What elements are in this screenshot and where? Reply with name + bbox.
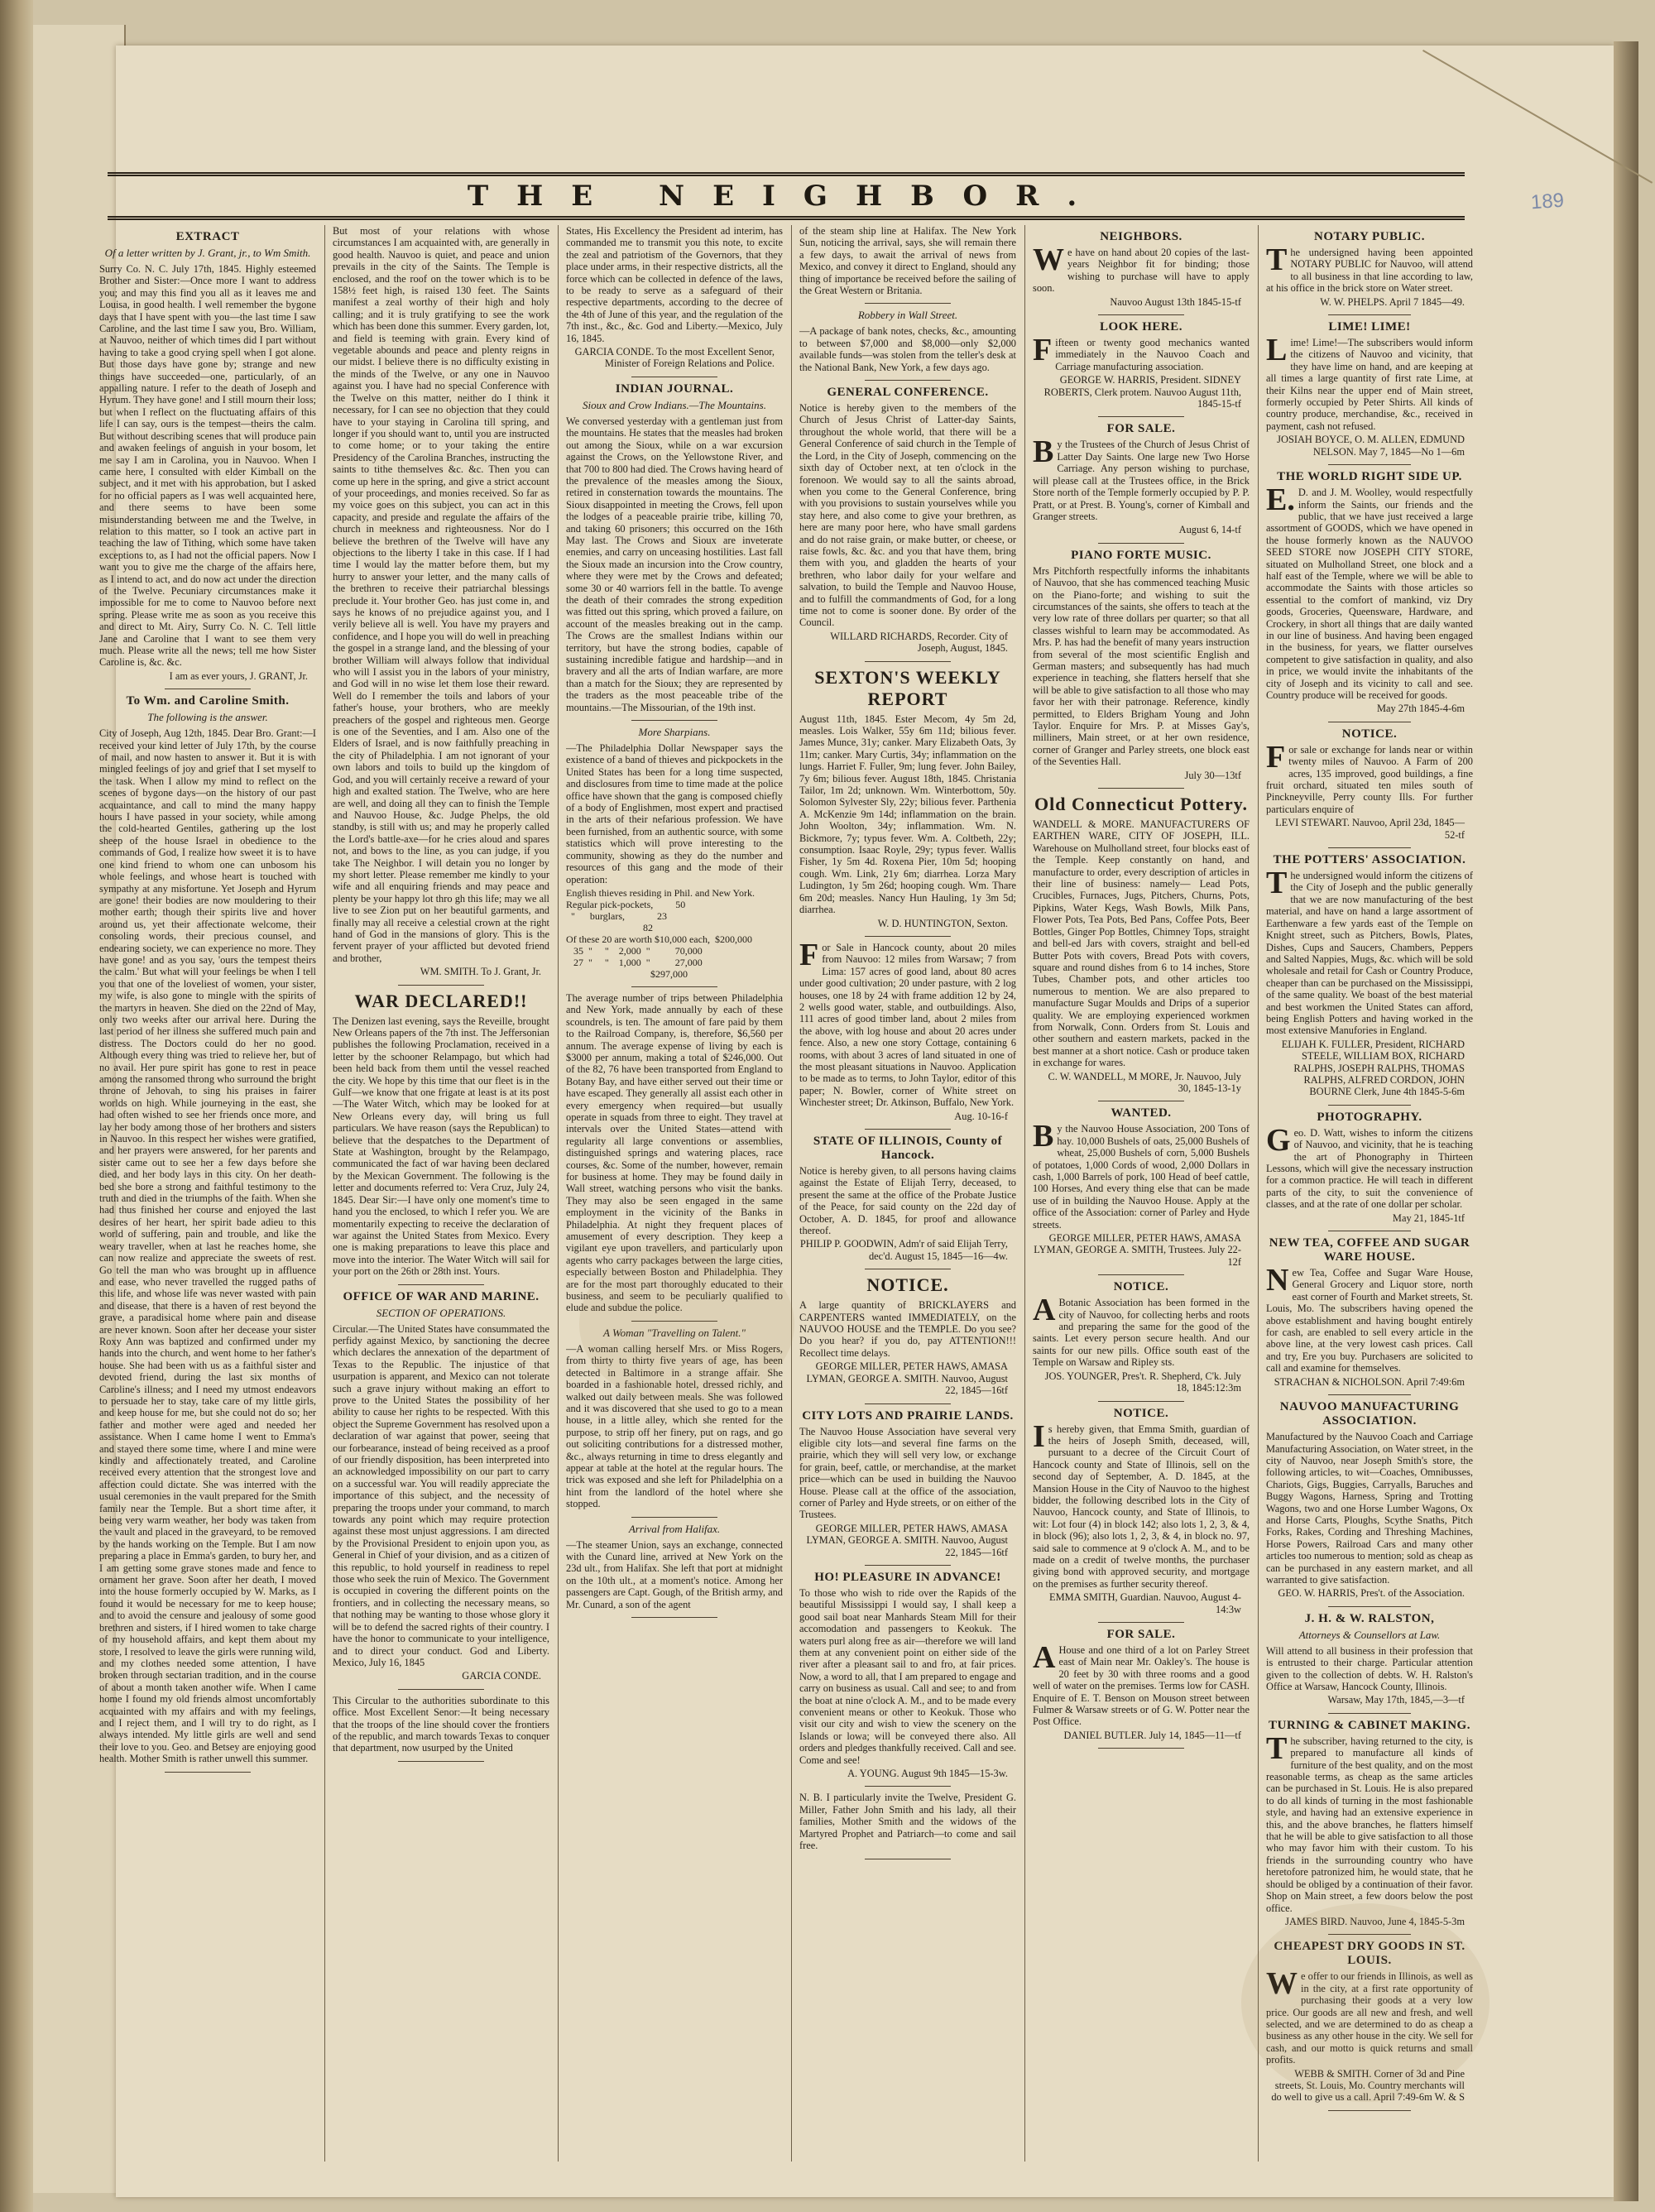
article-heading: GENERAL CONFERENCE.	[827, 386, 989, 400]
article-body: —A package of bank notes, checks, &c., amounting to between $7,000 and $8,000—only $2,000 available funds—was stolen from the teller's desk at the National Bank, New York, a few days ago.	[799, 325, 1016, 373]
article	[566, 382, 783, 713]
article-divider	[865, 380, 952, 381]
article-body: This Circular to the authorities subordinate to this office. Most Excellent Senor:—It being necessary that the troops of the line should cover the frontiers of the republic, and march towards Texas to conquer that department, now usurped by the United	[333, 1694, 549, 1754]
article-heading: J. H. & W. RALSTON,	[1304, 1611, 1435, 1625]
article-signature: Aug. 10-16-f	[954, 1110, 1008, 1122]
article-heading: EXTRACT	[175, 230, 240, 243]
article-signature: GEO. W. HARRIS, Pres't. of the Association.	[1278, 1587, 1465, 1600]
article	[1033, 1407, 1250, 1616]
article-divider	[1098, 1748, 1185, 1749]
article	[99, 230, 316, 682]
article-divider	[865, 303, 952, 304]
article-signature: GEORGE MILLER, PETER HAWS, AMASA LYMAN, GEORGE A. SMITH. Nauvoo, August 22, 1845—16tf	[806, 1360, 1008, 1397]
article-divider	[865, 1129, 952, 1130]
page-number: 189	[1530, 189, 1565, 214]
column-rule	[324, 225, 325, 2162]
article	[1266, 853, 1473, 1098]
article	[1033, 794, 1250, 1094]
column-2	[333, 225, 549, 2178]
article-heading: NOTICE.	[1341, 727, 1398, 741]
article-heading: NOTICE.	[1113, 1280, 1169, 1294]
article-heading: THE WORLD RIGHT SIDE UP.	[1277, 470, 1462, 484]
article-body: By the Nauvoo House Association, 200 Tons of hay. 10,000 Bushels of oats, 25,000 Bushels of wheat, 25,000 Bushels of corn, 5,000 Bushels of potatoes, 1,000 Cords of wood, 2,000 Dollars in cash, 1,000 Barrels of pork, 100 Head of beef cattle, 100 Horses, And every thing else that can be made use of in building the Nauvoo House. Apply at the office of the Association: corner of Parley and Hyde streets.	[1033, 1119, 1250, 1231]
article	[799, 1135, 1016, 1262]
article-subheading: A Woman "Travelling on Talent."	[603, 1326, 746, 1339]
article-subheading: Arrival from Halifax.	[628, 1522, 721, 1535]
article-heading: LIME! LIME!	[1328, 320, 1411, 334]
article	[566, 1523, 783, 1610]
article	[333, 991, 549, 1278]
article-signature: GEORGE MILLER, PETER HAWS, AMASA LYMAN, GEORGE A. SMITH. Nauvoo, August 22, 1845—16tf	[806, 1522, 1008, 1558]
article-heading: NEIGHBORS.	[1100, 230, 1182, 243]
article	[1266, 230, 1473, 308]
article-divider	[1098, 788, 1185, 789]
article-body: Notice is hereby given, to all persons having claims against the Estate of Elijah Terry, deceased, to present the same at the office of the Probate Justice of the Peace, for said county on the 22d day of October, A. D. 1845, for proof and allowance thereof.	[799, 1165, 1016, 1237]
article-subheading: Of a letter written by J. Grant, jr., to Wm Smith.	[104, 247, 311, 259]
article	[1033, 320, 1250, 410]
article	[566, 225, 783, 370]
article-body: Notice is hereby given to the members of the Church of Jesus Christ of Latter-day Saints, throughout the whole world, that there will be a General Conference of said church in the Temple of the Lord, in the City of Joseph, commencing on the sixth day of October next, at ten o'clock in the forenoon. We would say to all the saints abroad, when you come to the General Conference, bring with you provisions to sustain yourselves while you stay here, and also come to give your brethren, as here are many poor here, who have small gardens and do not raise grain, or make butter, or cheese, or raise fowls, &c. &c. and you that have them, bring them with you, and gladden the hearts of your brethren, who labor daily for your welfare and salvation, to build the Temple and Nauvoo House, and to fulfill the commandments of God, for a long time not to come is sooner done. By order of the Council.	[799, 402, 1016, 629]
article-divider	[1328, 464, 1411, 465]
article-heading: HO! PLEASURE IN ADVANCE!	[814, 1570, 1001, 1584]
article-heading: NEW TEA, COFFEE AND SUGAR WARE HOUSE.	[1269, 1236, 1470, 1264]
article-signature: DANIEL BUTLER. July 14, 1845—11—tf	[1063, 1729, 1241, 1741]
article-signature: WM. SMITH. To J. Grant, Jr.	[420, 966, 541, 978]
article-body: The Denizen last evening, says the Reveille, brought New Orleans papers of the 7th inst. The Jeffersonian publishes the following Proclamation, received in a letter by the schooner Relampago, but which had been held back from them until the vessel reached the city. We hope by this time that our fleet is in the Gulf—we know that one frigate at least is at its post—The Water Witch, which may be looked for at New Orleans every day, will bring us full particulars. We have reason (says the Republican) to believe that the despatches to the Department of State at Washington, brought by the Relampago, communicated the fact of war having been declared by the Mexican Government. The following is the letter and documents referred to: Vera Cruz, July 24, 1845. Dear Sir:—I have only one moment's time to hand you the enclosed, to which I refer you. We are momentarily expecting to receive the declaration of war against the United States from Mexico. Every one is making preparations to leave this place and move into the interior. The Water Witch will sail for your port on the 26th or 28th inst. Yours.	[333, 1015, 549, 1278]
article-signature: W. D. HUNTINGTON, Sexton.	[877, 917, 1008, 929]
article-signature: A. YOUNG. August 9th 1845—15-3w.	[847, 1768, 1008, 1780]
article-body: For Sale in Hancock county, about 20 miles from Nauvoo: 12 miles from Warsaw; 7 from Lima: 157 acres of good land, about 80 acres under good cultivation; 20 under pasture, with 2 log houses, one 18 by 24 with frame addition 12 by 24, 2 wells good water, stable, and outbuildings. Also, 111 acres of good timber land, about 2 miles from the above, with log house and about 20 acres under fence. Also, a new one story Cottage, containing 6 rooms, with about 3 acres of land situated in one of the most pleasant situations in Nauvoo. Application to be made as to terms, to John Taylor, editor of this paper; N. Bowler, corner of White street on Winchester street; Dr. Atkinson, Buffalo, New York.	[799, 937, 1016, 1109]
article-body: To those who wish to ride over the Rapids of the beautiful Mississippi I would say, I shall keep a good sail boat near Manhards Steam Mill for their accomodation and passengers to Keokuk. The waters purl along free as air—therefore we will land them at any convenient point on either side of the river after a pleasant sail to and fro, at fair prices. Now, a word to all, that I am prepared to engage and carry on business as usual. Call and see; to and from the boat at nine o'clock A. M., and to be made every convenient means or other to Keokuk. Those who visit our city and wish to view the scenery on the Islands or lowa; will be conveyed there also. All orders and pledges thankfully received. Call and see. Come and see!	[799, 1586, 1016, 1766]
article-body: The subscriber, having returned to the city, is prepared to manufacture all kinds of furniture of the best quality, and on the most reasonable terms, as cheap as the same articles can be purchased in St. Louis. He is also prepared to do all kinds of turning in the most fashionable style, and having had an extensive experience in this, and the above branches, he flatters himself that he will be able to give satisfaction to all those who may favor him with their custom. To his friends in the surrounding country who have heretofore patronized him, he would state, that he should be obliged by a continuation of their favor. Shop on Main street, a few doors below the post office.	[1266, 1730, 1473, 1914]
article-body: A large quantity of BRICKLAYERS and CARPENTERS wanted IMMEDIATELY, on the NAUVOO HOUSE and the TEMPLE. Do you see? Do you hear? if you do, pay ATTENTION!!! Recollect time delays.	[799, 1299, 1016, 1359]
article-body: Geo. D. Watt, wishes to inform the citizens of Nauvoo, and vicinity, that he is teaching the art of Phonography in Thirteen Lessons, which will give the necessary instruction for a common practice. He will teach in different parts of the city, to suit the convenience of classes, and at the rate of one dollar per scholar.	[1266, 1122, 1473, 1211]
article-body: N. B. I particularly invite the Twelve, President G. Miller, Father John Smith and his lady, all their families, Mother Smith and the widows of the Martyred Prophet and Patriarch—to come and sail free.	[799, 1792, 1016, 1852]
article-divider	[865, 661, 952, 662]
article-divider	[865, 1786, 952, 1787]
article	[1033, 1628, 1250, 1741]
article-divider	[1098, 416, 1185, 417]
article-body: States, His Excellency the President ad interim, has commanded me to transmit you this note, to excite the zeal and patriotism of the Governors, that they place under arms, in their respective districts, all the force which can be collected in defence of the laws, to be ready to serve as a safeguard of their respective departments, according to the decree of the 4th of June of this year, and the regulation of the 7th inst., &c., &c. God and Liberty.—Mexico, July 16, 1845.	[566, 225, 783, 344]
article-body: August 11th, 1845. Ester Mecom, 4y 5m 2d, measles. Lois Walker, 55y 6m 11d; bilious fever. James Munce, 31y; canker. Mary Elizabeth Oats, 3y 11m; canker. Mary Curtis, 34y; inflammation on the lungs. Harriet F. Fuller, 9m; lung fever. John Bailey, 7y 6m; bilious fever. August 18th, 1845. Christania Tailor, 1m 2d; unknown. Wm. Winterbottom, 50y. Solomon Sylvester Sly, 22y; bilious fever. Parthenia A. McKenzie 9m 14d; inflammation on the brain. John Woolton, 34y; inflammation. Wm. N. Bickmore, 7y; typus fever. Wm. A. Coltbeth, 22y; consumption. Isaac Royle, 29y; typus fever. Wallis Fisher, 1y 5m 4d. Roxena Pier, 10m 5d; hooping cough. Wm. Link, 21y 6m; diarrhea. Lorza Mary Ludington, 1y 5m 26d; hooping cough. Wm. Thare 6m 20d; measles. Nancy Hun Hauling, 1y 3m 5d; diarrhea.	[799, 713, 1016, 916]
article-signature: WILLARD RICHARDS, Recorder. City of Joseph, August, 1845.	[830, 630, 1008, 655]
article-signature: Nauvoo August 13th 1845-15-tf	[1110, 295, 1241, 308]
article	[333, 225, 549, 978]
article-body: E.D. and J. M. Woolley, would respectfully inform the Saints, our friends and the public, that we have just received a large assortment of GOODS, which we have opened in the house formerly known as the NAUVOO SEED STORE now JOSEPH CITY STORE, situated on Mulholland Street, one block and a half east of the Temple, where we will be able to accommodate the Saints with those articles so essential to the comfort of mankind, viz Dry goods, Groceries, Queensware, Hardware, and Crockery, in short all things that are daily wanted in our line of business. And having been engaged in the business, for years, we flatter ourselves competent to give satisfaction in quality, and also in price, we would invite the inhabitants of the city of Joseph and its vicinity to call and see. Country produce will be received for goods.	[1266, 482, 1473, 701]
article-body: But most of your relations with whose circumstances I am acquainted with, are generally in good health. Nauvoo is quiet, and peace and union prevails in the city of the Saints. The Temple is enclosed, and the roof on the tower which is to be 158½ feet high, is raised 130 feet. The Saints manifest a zeal worthy of their high and holy calling; and it is truly gratifying to see the work which has been done this summer. Every garden, lot, and field is teeming with grain. Every kind of vegetable abounds and peace and plenty reigns in our midst. I believe there is no difficulty existing in the minds of the Twelve, or any one in Nauvoo against you. I have had no special Conference with the Twelve on this matter, neither do I think it necessary, for I can see no objection that they could have to your staying in Carolina till spring, and longer if you should want to, until you are instructed to come home; or to your taking the entire Presidency of the Carolina Branches, instructing the saints to tithe themselves &c. &c. Then you can come up here in the spring, and give a strict account of your proceedings, and monies received. So far as my voice goes on this subject, you can act in this capacity, and preside and regulate the affairs of the church in meekness and righteousness. Nor do I believe the brethren of the Twelve will have any objections to the liberty I take in this case. If I had time I would lay the matter before them, but my hurry to answer your letter, and the many calls of the brethren to receive their patriarchal blessings preclude it. Your brother Geo. has just come in, and says he knows of no prejudice against you, and I verily believe all is well. You have my prayers and confidence, and I hope you will do well in preaching the gospel in a strange land, and the blessing of your brother William will always follow that individual who will I assist you in the labors of your ministry, and God will in no wise let them lose their reward. Well do I remember the toils and labors of your father's house, your brothers, who are meekly preachers of the gospel and righteous men. George is one of the Seventies, and I am. Also one of the Elders of Israel, and is now faithfully preaching in the city of Philadelphia. I am not ignorant of your own labors and toils to build up the kingdom of God, and you will certainly receive a reward of your high and exalted station. The Twelve, who are here are well, and doing all they can to finish the Temple and Nauvoo House, &c. Judge Phelps, the old standby, is still with us; and may he properly called the Lord's battle-axe—for he cries aloud and spares not, and bows to the line, as you can judge, if you take The Neighbor. I will detain you no longer by my short letter. Please remember me kindly to your wife and all enquiring friends and may peace and plenty be your happy lot thro gh this life; may we all live to see Zion put on her beautiful garments, and finally may all receive a celestial crown at the right hand of God in the mansions of glory. This is the fervent prayer of your afflicted but devoted friend and brother,	[333, 225, 549, 964]
article-body: —The steamer Union, says an exchange, connected with the Cunard line, arrived at New York on the 23d ult., from Halifax. She left that port at midnight on the 10th ult., at a moment's notice. Among her passengers are Capt. Gough, of the British army, and Mr. Cunard, a son of the agent	[566, 1538, 783, 1610]
article	[799, 225, 1016, 296]
article-headline: WAR DECLARED!!	[354, 990, 528, 1011]
article-heading: LOOK HERE.	[1099, 320, 1183, 334]
article-body: The Nauvoo House Association have several very eligible city lots—and several fine farms on the prairie, which they will sell very low, or exchange for grain, beef, cattle, or merchandise, at the market price—which can be used in building the Nauvoo House. Please call at the office of the association, corner of Parley and Hyde streets, or on either of the Trustees.	[799, 1425, 1016, 1521]
paper-stain	[579, 1241, 794, 1407]
article-divider	[1328, 1105, 1411, 1106]
article	[1266, 1400, 1473, 1600]
article-signature: WEBB & SMITH. Corner of 3d and Pine streets, St. Louis, Mo. Country merchants will do well to give us a call. April 7:49-6m W. & S	[1271, 2067, 1465, 2104]
article-divider	[1098, 314, 1185, 315]
article-signature: JOSIAH BOYCE, O. M. ALLEN, EDMUND NELSON. May 7, 1845—No 1—6m	[1277, 434, 1465, 458]
article	[333, 1290, 549, 1682]
article-divider	[1098, 543, 1185, 544]
article-subheading: SECTION OF OPERATIONS.	[376, 1306, 506, 1319]
article-body: City of Joseph, Aug 12th, 1845. Dear Bro. Grant:—I received your kind letter of July 17th, by the course of mail, and now hasten to answer it. But it is with mingled feelings of joy and grief that I set myself to the task. When I allow my mind to reflect on the scenes of bygone days—on the history of our past acquaintance, and call to mind the many happy hours I have passed in your society, while among the cold-hearted Gentiles, gathering up the lost sheep of the house Israel in obedience to the commands of God, I realize how sweet it is to have one kind friend to whom one can unbosom his whole feelings, and whose heart is touched with sympathy at any misfortune. Yet Joseph and Hyrum are gone! their bodies are now mouldering to their mother earth; though their spirits live and hover around us, yet their affectionate welcome, their consoling words, their precious counsel, and endearing society, we can experience no more. They have gone! and as you say, 'ours the tempest theirs the calm.' But what will your feelings be when I tell you that one of the loveliest of women, your sister, my wife, is also gone to mingle with the spirits of the martyrs in heaven. She died on the 22nd of May, only two weeks after our arrival here. During the last period of her illness she suffered much pain and distress. The Doctors could do her no good. Although every thing was tried to relieve her, but of no avail. Her pure spirit has gone to rest in peace among the ransomed throng who surround the bright throne of Jehovah, to sing his praises in fairer worlds on high. While journeying in the east, she had often wished to see her friends once more, and lay her body among those of her brothers and sisters in Nauvoo. In this respect her wishes were gratified, and her prayers were answered, for her parents and sister came out to see her a few days before she died, and her body lays in this city. On her death-bed she bore a strong and faithful testimony to the truth and died in the triumphs of the faith. When she had thus finished her course and enjoyed the last desires of her heart, her spirit bade adieu to this world of suffering, pain and trouble, and like the weary traveller, when at last he reaches home, she can now realize and appreciate the sweets of rest. Go tell the man who was brought up in affluence and ease, who never travelled the rugged paths of this life, and whose life was never wasted with pain and disease, that there is a haven of rest beyond the grave, a paradisical home where pain and disease are never known. Soon after her decease your sister Roxy Ann was baptized and confirmed under my hands into the church, and went home to her father's house. She had been with us as a faithful sister and devoted friend, during the last six months of Caroline's illness; and I need my utmost endeavors to persuade her to stay, take care of my little girls, and keep house for me, but she could not do so; her father and mother were aged and needed her assistance. When I came home I went to Emma's and stayed there some time, where I and mine were kindly and affectionately treated, and Caroline received every attention that the strongest love and affection could dictate. She was interred with the usual ceremonies in the vault prepared for the Smith family near the Temple. But a short time after, it being very warm weather, her body was taken from the vault and placed in the graveyard, to be removed by the hands working on the Temple. But I am now preparing a place in Emma's garden, to bury her, and I am getting some grave stones made and fence to ornament her grave. Soon after her death, I moved into the house formerly occupied by W. Marks, as I found it would be necessary for me to keep house; and to avoid the censure and jealousy of some good brethren and sisters, if I hired women to take charge of my household affairs, and kept them about my store, I resolved to leave the girls were running wild, and my clothes needed some attention, I have broken through sectarian tradition, and in the course of about a month taken another wife. When I came home I found my old friends almost uncomfortably acquainted with my affairs and with my feelings, and I reject them, and I will try to do right, as I always intended. My little girls are well and send their love to you. Geo. and Betsey are enjoying good health. Mother Smith is rather unwell this summer.	[99, 727, 316, 1765]
column-rule	[791, 225, 792, 2162]
article-headline: NOTICE.	[866, 1274, 949, 1296]
column-rule	[1258, 225, 1259, 2162]
article-divider	[631, 986, 718, 987]
article-divider	[1098, 1274, 1185, 1275]
column-3	[566, 225, 783, 2178]
article	[799, 309, 1016, 373]
article-body: —A woman calling herself Mrs. or Miss Rogers, from thirty to thirty five years of age, has been detected in Baltimore in a strange affair. She boarded in a fashionable hotel, dressed richly, and walked out daily between meals. She was followed and it was discovered that she used to go to a mean house, in a little alley, which she rented for the purpose, to strip off her finery, put on rags, and go out soliciting contributions for a distressed mother, &c., always returning in time to dress elegantly and appear at table at the hotel at the regular hours. The trick was exposed and she left for Philadelphia on a hint from the landlord of the hotel where she stopped.	[566, 1342, 783, 1510]
article-signature: ELIJAH K. FULLER, President, RICHARD STEELE, WILLIAM BOX, RICHARD RALPHS, JOSEPH RALPHS, THOMAS RALPHS, ALFRED CORDON, JOHN BOURNE Clerk, June 4th 1845-5-6m	[1281, 1038, 1465, 1098]
article-body: ABotanic Association has been formed in the city of Nauvoo, for collecting herbs and roots and preparing the same for the good of the saints. Let every person secure health. And our saints for our new pills. Office south east of the Temple on Warsaw and Ripley sts.	[1033, 1293, 1250, 1369]
article-signature: August 6, 14-tf	[1178, 524, 1241, 536]
article-signature: C. W. WANDELL, M MORE, Jr. Nauvoo, July 30, 1845-13-1y	[1048, 1070, 1241, 1094]
article-divider	[1098, 1401, 1185, 1402]
article-heading: PHOTOGRAPHY.	[1317, 1110, 1422, 1124]
article	[799, 1571, 1016, 1780]
article-heading: CHEAPEST DRY GOODS IN ST. LOUIS.	[1274, 1940, 1466, 1968]
article-divider	[865, 1403, 952, 1404]
article	[333, 1695, 549, 1754]
column-5	[1033, 225, 1250, 2178]
article	[799, 937, 1016, 1122]
article-signature: JAMES BIRD. Nauvoo, June 4, 1845-5-3m	[1285, 1915, 1465, 1927]
article-signature: EMMA SMITH, Guardian. Nauvoo, August 4-14:3w	[1049, 1591, 1241, 1615]
article-signature: JOS. YOUNGER, Pres't. R. Shepherd, C'k. July 18, 1845:12:3m	[1044, 1370, 1241, 1394]
statistics-table: English thieves residing in Phil. and New York. Regular pick-pockets, 50 " burglars, 23 82 Of these 20 are worth $10,000 each, $200,000 35 " " 2,000 " 70,000 27 " " 1,000 " 27,000 $297,000	[566, 886, 755, 980]
article-heading: NOTARY PUBLIC.	[1314, 230, 1425, 243]
article	[799, 1409, 1016, 1558]
article-subheading: Attorneys & Counsellors at Law.	[1298, 1628, 1441, 1641]
page-stack-edge	[1614, 41, 1638, 2201]
article-body: Fifteen or twenty good mechanics wanted immediately in the Nauvoo Coach and Carriage manufacturing association.	[1033, 333, 1250, 372]
article	[799, 386, 1016, 655]
article	[99, 694, 316, 1764]
article-signature: July 30—13tf	[1184, 769, 1241, 781]
article-divider	[631, 1517, 718, 1518]
book-binding	[0, 0, 33, 2212]
article-heading: INDIAN JOURNAL.	[615, 381, 734, 396]
article	[1266, 1612, 1473, 1706]
article-body: Lime! Lime!—The subscribers would inform the citizens of Nauvoo and vicinity, that they have lime on hand, and are keeping at all times a large quantity of first rate Lime, at their Kilns near the upper end of Main street, formerly occupied by Peter Shirts. All kinds of country produce, merchandise, &c., received in payment, cash not refused.	[1266, 333, 1473, 432]
article-divider	[1328, 847, 1411, 848]
article-body: Will attend to all business in their profession that is entrusted to their charge. Particular attention given to the collection of debts. W. H. Ralston's Office at Warsaw, Hancock County, Illinois.	[1266, 1644, 1473, 1692]
article-divider	[1328, 314, 1411, 315]
article-heading: THE POTTERS' ASSOCIATION.	[1273, 853, 1466, 867]
article-subheading: Sioux and Crow Indians.—The Mountains.	[583, 398, 766, 411]
paper-stain	[1241, 1903, 1490, 2102]
article-body: Manufactured by the Nauvoo Coach and Carriage Manufacturing Association, on Water street, in the city of Nauvoo, near Joseph Smith's store, the following articles, to wit—Coaches, Omnibusses, Chariots, Gigs, Buggies, Carryalls, Baruches and Buggy Wagons, Harness, Spring and Trotting Wagons, two and one Horse Lumber Wagons, Ox and Horse Carts, Ploughs, Scythe Snaths, Pitch Forks, Rakes, Cording and Threshing Machines, Horse Powers, Railroad Cars and many other articles too numerous to mention; sold as cheap as can be purchased in any eastern market, and all warranted to give satisfaction.	[1266, 1431, 1473, 1586]
article-heading: STATE OF ILLINOIS, County of Hancock.	[813, 1135, 1003, 1162]
article	[1033, 230, 1250, 308]
article	[799, 667, 1016, 929]
article-signature: GARCIA CONDE. To the most Excellent Senor, Minister of Foreign Relations and Police.	[574, 346, 775, 370]
article-heading: FOR SALE.	[1106, 422, 1176, 436]
masthead	[108, 172, 1465, 220]
article-divider	[1328, 1606, 1411, 1607]
article	[1266, 320, 1473, 458]
article-divider	[865, 936, 952, 937]
article	[1266, 470, 1473, 715]
article-body: For sale or exchange for lands near or within twenty miles of Nauvoo. A Farm of 200 acres, 135 improved, good buildings, a fine fruit orchard, situated ten miles south of Pinckneyville, Perry county Ills. For further particulars enquire of	[1266, 739, 1473, 815]
article-heading: To Wm. and Caroline Smith.	[126, 694, 290, 708]
article-divider	[398, 985, 485, 986]
article-divider	[1328, 1713, 1411, 1714]
article-headline: SEXTON'S WEEKLY REPORT	[814, 666, 1001, 709]
article	[799, 1274, 1016, 1396]
article	[1266, 1719, 1473, 1928]
article-heading: TURNING & CABINET MAKING.	[1269, 1718, 1470, 1732]
article-signature: Warsaw, May 17th, 1845,—3—tf	[1327, 1694, 1465, 1706]
article	[1033, 1280, 1250, 1394]
article-divider	[398, 1284, 485, 1285]
article-signature: STRACHAN & NICHOLSON. April 7:49:6m	[1274, 1375, 1465, 1388]
article-body: The average number of trips between Philadelphia and New York, made annually by each of these scoundrels, is ten. The amount of fare paid by them to the Railroad Company, is, therefore, $6,560 per annum. The average expense of living by each is $3000 per annum, making a total of $246,000. Out of the 82, 76 have been transported from England to Botany Bay, and have either served out their time or have escaped. They generally all assist each other in every emergency when required—but usually operate in squads from three to eight. They travel at intervals over the United States—attend with regularity all large conventions or assemblies, distinguished springs and watering places, race courses, &c. Some of the number, however, remain for business at home. They may be found daily in Wall street, watching persons who visit the banks. They may also be seen engaged in the same employment in the vicinity of the Banks in Philadelphia. At night they frequent places of amusement of every description. They keep a vigilant eye upon travellers, and particularly upon agents who carry packages between the large cities, especially between Boston and Philadelphia. They are for the most part thoroughly educated to their business, and seem to be peculiarly qualified to elude and subdue the police.	[566, 991, 783, 1314]
columns	[99, 225, 1473, 2178]
article-body: By the Trustees of the Church of Jesus Christ of Latter Day Saints. One large new Two Horse Carriage. Any person wishing to purchase, will please call at the Trustees office, in the Brick Store north of the Temple formerly occupied by P. P. Pratt, or at Prest. B. Young's, corner of Kimball and Granger streets.	[1033, 434, 1250, 522]
article-subheading: More Sharpians.	[638, 726, 711, 739]
article	[1033, 422, 1250, 535]
article-body: The undersigned having been appointed NOTARY PUBLIC for Nauvoo, will attend to all business in that line according to law, at his office in the brick store on Water street.	[1266, 242, 1473, 295]
article	[1033, 549, 1250, 781]
column-6	[1266, 225, 1473, 2178]
article-subheading: The following is the answer.	[147, 711, 268, 724]
article	[566, 726, 783, 980]
article-signature: May 21, 1845-1tf	[1392, 1212, 1465, 1224]
article-signature: GEORGE W. HARRIS, President. SIDNEY ROBERTS, Clerk protem. Nauvoo August 11th, 1845-15-tf	[1043, 374, 1241, 410]
article-divider	[1328, 1394, 1411, 1395]
article-body: Circular.—The United States have consummated the perfidy against Mexico, by sanctioning the decree which declares the annexation of the department of Texas to the Republic. The injustice of that usurpation is apparent, and Mexico can not tolerate such a grave injury without making an effort to prove to the United States the possibility of her ability to cause her rights to be respected. With this object the Supreme Government has resolved upon a declaration of war against that power, seeing that our forbearance, instead of being received as a proof of our friendly disposition, has been interpreted into an acknowledged impossibility on our part to carry on a successful war. You will readily appreciate the importance of this subject, and the necessity of preparing the troops under your command, to march towards any point which may require protection against these most unjust aggressions. I am directed by the Provisional President to enjoin upon you, as General in Chief of your division, and as a citizen of this republic, to hold yourself in readiness to repel those who seek the ruin of Mexico. The Government is occupied in covering the different points on the frontiers, and in collecting the necessary means, so that nothing may be wanting to those whose glory it will be to defend the sacred rights of their country. I have the honor to communicate to your intelligence, and to direct your conduct. God and Liberty. Mexico, July 16, 1845	[333, 1322, 549, 1668]
article-divider	[165, 1772, 252, 1773]
column-rule	[1024, 225, 1025, 2162]
article	[1266, 1236, 1473, 1388]
article-body: The undersigned would inform the citizens of the City of Joseph and the public generally that we are now manufacturing of the best material, and have on hand a large assortment of Earthenware a few yards east of the Temple on Knight street, such as Pitchers, Bowls, Plates, Dishes, Cups and Saucers, Chambers, Peppers and Salted Nappies, Mugs, &c. which will be sold wholesale and retail for Cash or Country Produce, cheaper than can be purchased on the Mississippi, of the same quality. We boast of the best material and best workmen the United States can afford, being English Potters and having worked in the most extensive Manufories in England.	[1266, 866, 1473, 1037]
article-body: Surry Co. N. C. July 17th, 1845. Highly esteemed Brother and Sister:—Once more I want to address you; and may this find you all as it leaves me and Louisa, in good health. I well remember the bygone days that I have spent with you—the last time I saw Caroline, and the last time I saw you, Bro. William, at Nauvoo, neither of which times did I part without having to take a good crying spell when I got alone. But those days have gone by; strange and new things have succeeded—one, particularly, of an appalling nature. I refer to the death of Joseph and Hyrum. They have gone! and I still mourn their loss; but when I reflect on the fluctuating affairs of this life I can say, ours is the tempest—theirs the calm. But without describing scenes that will produce pain and awaken feelings of anguish in your bosom, let me say I am in Carolina, you in Nauvoo. When I came here, I consulted with elder Kimball on the subject, and it met with his approbation, but I asked for no official papers as I was well acquainted here, and there seems to have been some misunderstanding between me and the Twelve, in relation to this matter, so I took an active part in teaching the law of Tithing, which some have taken exceptions to, as I had not the official papers. Now I want you to give me the charge of the affairs here, as I intend to act, and do now act under the direction of the Twelve. Pecuniary circumstances make it impossible for me to come to Nauvoo before next spring. Please write me as soon as you receive this and direct to Mt. Airy, Surry Co. N. C. Tell little Jane and Caroline that I want to see them very much. Please write all the news; tell me how Sister Caroline is, &c. &c.	[99, 263, 316, 669]
article-heading: CITY LOTS AND PRAIRIE LANDS.	[802, 1408, 1014, 1423]
article-body: WANDELL & MORE. MANUFACTURERS OF EARTHEN WARE, CITY OF JOSEPH, ILL. Warehouse on Mulholland street, four blocks east of the Temple. Keep constantly on hand, and manufacture to order, every description of articles in their line of business: namely— Lead Pots, Crucibles, Furnaces, Jugs, Pitchers, Churns, Pots, Pipkins, Water Kegs, Wash Bowls, Milk Pans, Flower Pots, Tea Pots, Bed Pans, Coffee Pots, Beer Bottles, Ginger Pop Bottles, Chimney Tops, straight and bell-ed Jars with covers, straight and bell-ed Butter Pots with covers, Bread Pots with covers, square and round dishes from 6 to 14 inches, Store Tubes, Chamber pots, and other articles too numerous to mention. We are also prepared to manufacture Sugar Moulds and Drips of a superior quality. We are employing experienced workmen from Norwalk, Conn. Orders from St. Louis and other southern and eastern markets, packed in the best manner at a short notice. Cash or produce taken in exchange for wares.	[1033, 818, 1250, 1069]
article-body: New Tea, Coffee and Sugar Ware House, General Grocery and Liquor store, north east corner of Fourth and Market streets, St. Louis, Mo. The subscribers having opened the above establishment and having bought entirely for cash, are enabled to sell every article in the above line, at the very lowest cash prices. Call and try, Ere you buy. Purchasers are solicited to call and examine for themselves.	[1266, 1263, 1473, 1375]
article-divider	[1098, 1622, 1185, 1623]
article-body: We offer to our friends in Illinois, as well as in the city, at a first rate opportunity of purchasing their goods at a very low price. Our goods are all new and fresh, and well selected, and we are determined to do as cheap a business as any other house in the city. We sell for cash, and our motto is quick returns and small profits.	[1266, 1966, 1473, 2066]
article-heading: NAUVOO MANUFACTURING ASSOCIATION.	[1279, 1400, 1460, 1428]
masthead-title: THE NEIGHBOR.	[467, 180, 1106, 213]
article	[1266, 727, 1473, 841]
article-divider	[398, 1689, 485, 1690]
article	[799, 1792, 1016, 1851]
article-divider	[1328, 2110, 1411, 2111]
article-signature: May 27th 1845-4-6m	[1377, 703, 1465, 715]
article-heading: FOR SALE.	[1106, 1628, 1176, 1641]
article-signature: PHILIP P. GOODWIN, Adm'r of said Elijah Terry, dec'd. August 15, 1845—16—4w.	[799, 1238, 1008, 1262]
article-body: —The Philadelphia Dollar Newspaper says the existence of a band of thieves and pickpockets in the United States has been for a long time suspected, and disclosures from time to time made at the police office have shown that the gang is composed chiefly of a body of Englishmen, most expert and practised in the arts of their nefarious profession. We have been furnished, from an authentic source, with some statistics which will prove interesting to the community, showing as they do the number and resources of this gang and the mode of their operation:	[566, 742, 783, 885]
article-body: We conversed yesterday with a gentleman just from the mountains. He states that the measles had broken out among the Sioux, while on a war excursion against the Crows, on the Yellowstone River, and that 700 to 800 had died. The Crows having heard of the prevalence of the measles among the Sioux, retired in consternation towards the mountains. The Sioux disappointed in meeting the Crows, fell upon the lodges of a peaceable prairie tribe, killing 70, and taking 60 prisoners; this occurred on the 16th May last. The Crows and Sioux are inveterate enemies, and carry on unceasing hostilities. Last fall the Sioux made an incursion into the Crow country, where they were met by the Crows and defeated; some 30 or 40 warriors fell in the battle. To avenge the death of their comrades the strong expedition was fitted out this spring, which proved a failure, on account of the measles breaking out in the camp. The Crows are the smallest Indians within our territory, but have the strong bodies, capable of sustaining incredible fatigue and hardship—and in bravery and all the arts of Indian warfare, are more than a match for the Sioux; they are represented by the traders as the most peaceable tribe of the mountains.—The Missourian, of the 19th inst.	[566, 415, 783, 713]
article-signature: W. W. PHELPS. April 7 1845—49.	[1320, 295, 1465, 308]
article-subheading: Robbery in Wall Street.	[857, 309, 958, 322]
column-4	[799, 225, 1016, 2178]
column-1	[99, 225, 316, 2178]
article-body: We have on hand about 20 copies of the last-years Neighbor fit for binding; those wishing to purchase will have to apply soon.	[1033, 242, 1250, 295]
column-rule	[558, 225, 559, 2162]
article-body: Mrs Pitchforth respectfully informs the inhabitants of Nauvoo, that she has commenced teaching Music on the Piano-forte; and wishing to suit the circumstances of the saints, she offers to teach at the very low rate of three dollars per quarter; so that all classes wishful to learn may be accommodated. As Mrs. P. has had the benefit of many years instruction from several of the most scientific English and German masters; and subsequently has had much experience in teaching, she flatters herself that she will be able to give satisfaction to all those who may favor her with their patronage. Reference, kindly permitted, to Elders Brigham Young and John Taylor. Enquire for Mrs. P. at Misses Gay's, milliners, Main street, or at her own residence, corner of Granger and Parley streets, one block east of the Seventies Hall.	[1033, 564, 1250, 768]
article-headline: Old Connecticut Pottery.	[1034, 794, 1249, 815]
article	[1033, 1106, 1250, 1268]
article-heading: OFFICE OF WAR AND MARINE.	[343, 1289, 540, 1303]
article-heading: PIANO FORTE MUSIC.	[1071, 548, 1211, 562]
article-divider	[398, 1761, 485, 1762]
article-signature: I am as ever yours, J. GRANT, Jr.	[169, 669, 308, 682]
article-body: of the steam ship line at Halifax. The New York Sun, noticing the arrival, says, she will remain there a few days, to await the arrival of news from Mexico, and convey it direct to England, should any thing of importance be received before the sailing of the Great Western or Britania.	[799, 225, 1016, 297]
article-signature: GEORGE MILLER, PETER HAWS, AMASA LYMAN, GEORGE A. SMITH, Trustees. July 22-12f	[1034, 1232, 1241, 1268]
article-divider	[631, 1617, 718, 1618]
article-divider	[865, 1565, 952, 1566]
article-heading: WANTED.	[1111, 1106, 1172, 1120]
article-signature: LEVI STEWART. Nauvoo, April 23d, 1845—52-tf	[1275, 817, 1465, 841]
article-signature: GARCIA CONDE.	[462, 1670, 541, 1682]
article-divider	[631, 720, 718, 721]
article-body: Is hereby given, that Emma Smith, guardian of the heirs of Joseph Smith, deceased, will, pursuant to a decree of the Circuit Court of Hancock county and State of Illinois, sell on the second day of September, A. D. 1845, at the Mansion House in the City of Nauvoo to the highest bidder, the following described lots in the City of Nauvoo, Hancock county, and State of Illinois, to wit: Lot four (4) in block 142; also lots 1, 2, 3, & 4, in block (96); also lots 1, 2, 3, & 4, in block no. 97, said sale to commence at 9 o'clock A. M., and to be made on a credit of twelve months, the purchaser giving bond with approved security, and mortgage on the premises as further security thereof.	[1033, 1418, 1250, 1590]
article-heading: NOTICE.	[1113, 1406, 1169, 1420]
article-body: AHouse and one third of a lot on Parley Street east of Main near Mr. Oakley's. The house is 20 feet by 30 with three rooms and a good well of water on the premises. Terms low for CASH. Enquire of E. T. Benson on Mouson street between Fulmer & Warsaw streets or of G. W. Potter near the Post Office.	[1033, 1640, 1250, 1728]
article	[1266, 1111, 1473, 1224]
